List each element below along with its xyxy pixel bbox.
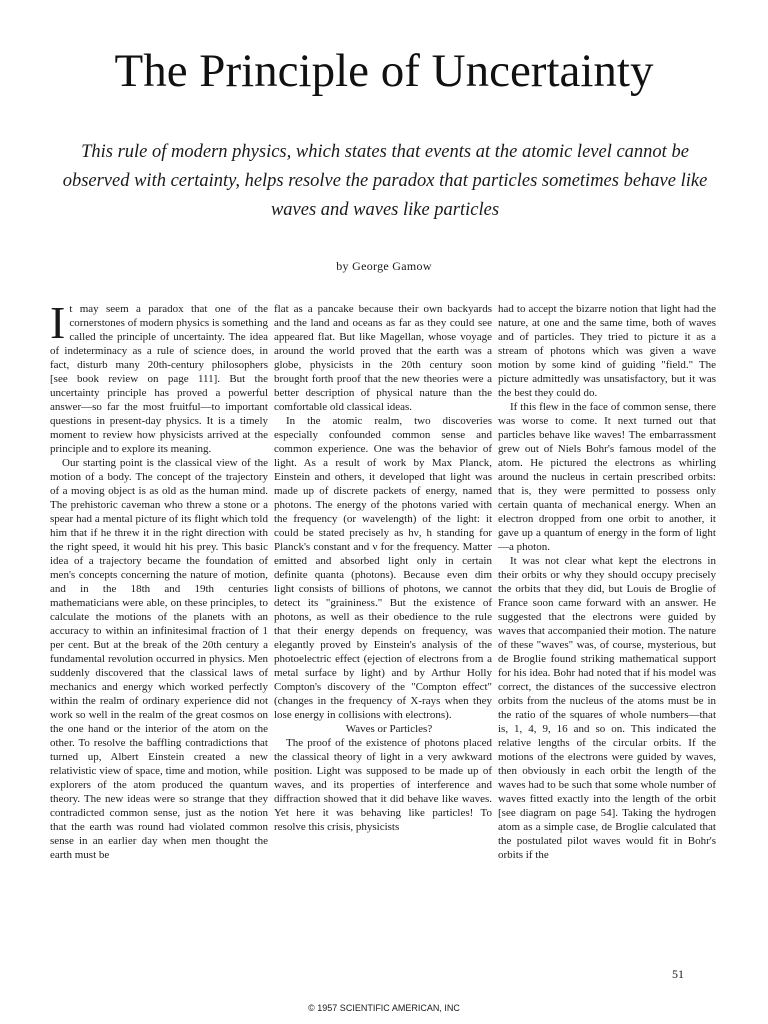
column-3 bbox=[498, 302, 716, 964]
article-subtitle: This rule of modern physics, which states that events at the atomic level cannot be observed with certainty, helps resolve the paradox that particles sometimes behave like waves and waves like particles bbox=[62, 142, 708, 220]
section-heading: Waves or Particles? bbox=[345, 723, 433, 735]
article-title: The Principle of Uncertainty bbox=[114, 45, 654, 97]
page-number: 51 bbox=[672, 967, 684, 981]
paragraph: If this flew in the face of common sense, there was worse to come. It next turned out that particles behave like waves! The embarrassment grew out of Niels Bohr's famous model of the atom. He pictured the electrons as whirling around the nucleus in certain prescribed orbits: that is, they were permitted to possess only certain quanta of mechanical energy. When an electron dropped from one orbit to another, it gave up a quantum of energy in the form of light—a photon. bbox=[498, 401, 716, 553]
byline: by George Gamow bbox=[336, 259, 432, 273]
copyright-notice: © 1957 SCIENTIFIC AMERICAN, INC bbox=[308, 1003, 460, 1013]
paragraph: flat as a pancake because their own backyards and the land and oceans as far as they could see appeared flat. But like Magellan, whose voyage around the world proved that the earth was a globe, physicists in the 20th century soon brought forth proof that the new theories were a better description of physical nature than the comfortable old classical ideas. bbox=[274, 303, 492, 413]
paragraph: had to accept the bizarre notion that light had the nature, at one and the same time, both of waves and of particles. They tried to picture it as a stream of photons which was given a wave motion by some kind of guiding "field." The picture admittedly was unsatisfactory, but it was the best they could do. bbox=[498, 303, 716, 399]
drop-cap: I bbox=[50, 302, 66, 348]
column-2 bbox=[274, 302, 492, 964]
paragraph bbox=[50, 302, 268, 456]
paragraph: The proof of the existence of photons placed the classical theory of light in a very awkward position. Light was supposed to be made up of waves, and its properties of interference and diffraction showed that it did behave like waves. Yet here it was behaving like particles! To resolve this crisis, physicists bbox=[274, 737, 492, 833]
paragraph: In the atomic realm, two discoveries especially confounded common sense and common experience. One was the behavior of light. As a result of work by Max Planck, Einstein and others, it developed that light was made up of discrete packets of energy, named photons. The energy of the photons varied with the frequency (or wavelength) of the light: it could be stated precisely as hν, h standing for Planck's constant and ν for the frequency. Matter emitted and absorbed light only in certain definite quanta (photons). Because even dim light consists of billions of photons, we cannot detect its "graininess." But the existence of photons, as well as their obedience to the rule that their energy depends on frequency, was elegantly proved by Einstein's analysis of the photoelectric effect (ejection of electrons from a metal surface by light) and by Arthur Holly Compton's discovery of the "Compton effect" (changes in the frequency of X-rays when they lose energy in collisions with electrons). bbox=[274, 415, 492, 721]
column-1 bbox=[50, 302, 268, 964]
paragraph-text: t may seem a paradox that one of the cornerstones of modern physics is something called the principle of uncertainty. The idea of indeterminacy as a rule of science does, in fact, disturb many 20th-century philosophers [see book review on page 111]. But the uncertainty principle has proved a powerful answer—so far the most fruitful—to important questions in present-day physics. It is a timely moment to review how physicists arrived at the principle and to explore its meaning. bbox=[50, 303, 268, 455]
paragraph: It was not clear what kept the electrons in their orbits or why they should occupy precisely the orbits that they did, but Louis de Broglie of France soon came forward with an answer. He suggested that the electrons were guided by waves that accompanied their motion. The nature of these "waves" was, of course, mysterious, but de Broglie found striking mathematical support for his idea. Bohr had noted that if his model was correct, the distances of the successive electron orbits from the nucleus of the atoms must be in the ratio of the squares of whole numbers—that is, 1, 4, 9, 16 and so on. This indicated the relative lengths of the circular orbits. If the motions of the electrons were guided by waves, then obviously in each orbit the length of the waves had to be such that some whole number of waves fitted exactly into the length of the orbit [see diagram on page 54]. Taking the hydrogen atom as a simple case, de Broglie calculated that the postulated pilot waves would fit in Bohr's orbits if the bbox=[498, 555, 716, 861]
paragraph: Our starting point is the classical view of the motion of a body. The concept of the trajectory of a moving object is as old as the human mind. The prehistoric caveman who threw a stone or a spear had a mental picture of its flight which told him that if he threw it in the right direction with the right speed, it would hit his prey. This basic idea of a trajectory became the foundation of men's concepts concerning the nature of motion, and in the 18th and 19th centuries mathematicians were able, on these principles, to calculate the motions of the planets with an accuracy to within an infinitesimal fraction of 1 per cent. But at the break of the 20th century a fundamental revolution occurred in physics. Men suddenly discovered that the classical laws of mechanics and energy which worked perfectly within the realm of ordinary experience did not work so well in the realm of the great cosmos on the one hand or the interior of the atom on the other. To resolve the baffling contradictions that turned up, Albert Einstein created a new relativistic view of space, time and motion, while explorers of the atom produced the quantum theory. The new ideas were so strange that they contradicted common sense, just as the notion that the earth was round had violated common sense in an earlier day when men thought the earth must be bbox=[50, 457, 268, 861]
